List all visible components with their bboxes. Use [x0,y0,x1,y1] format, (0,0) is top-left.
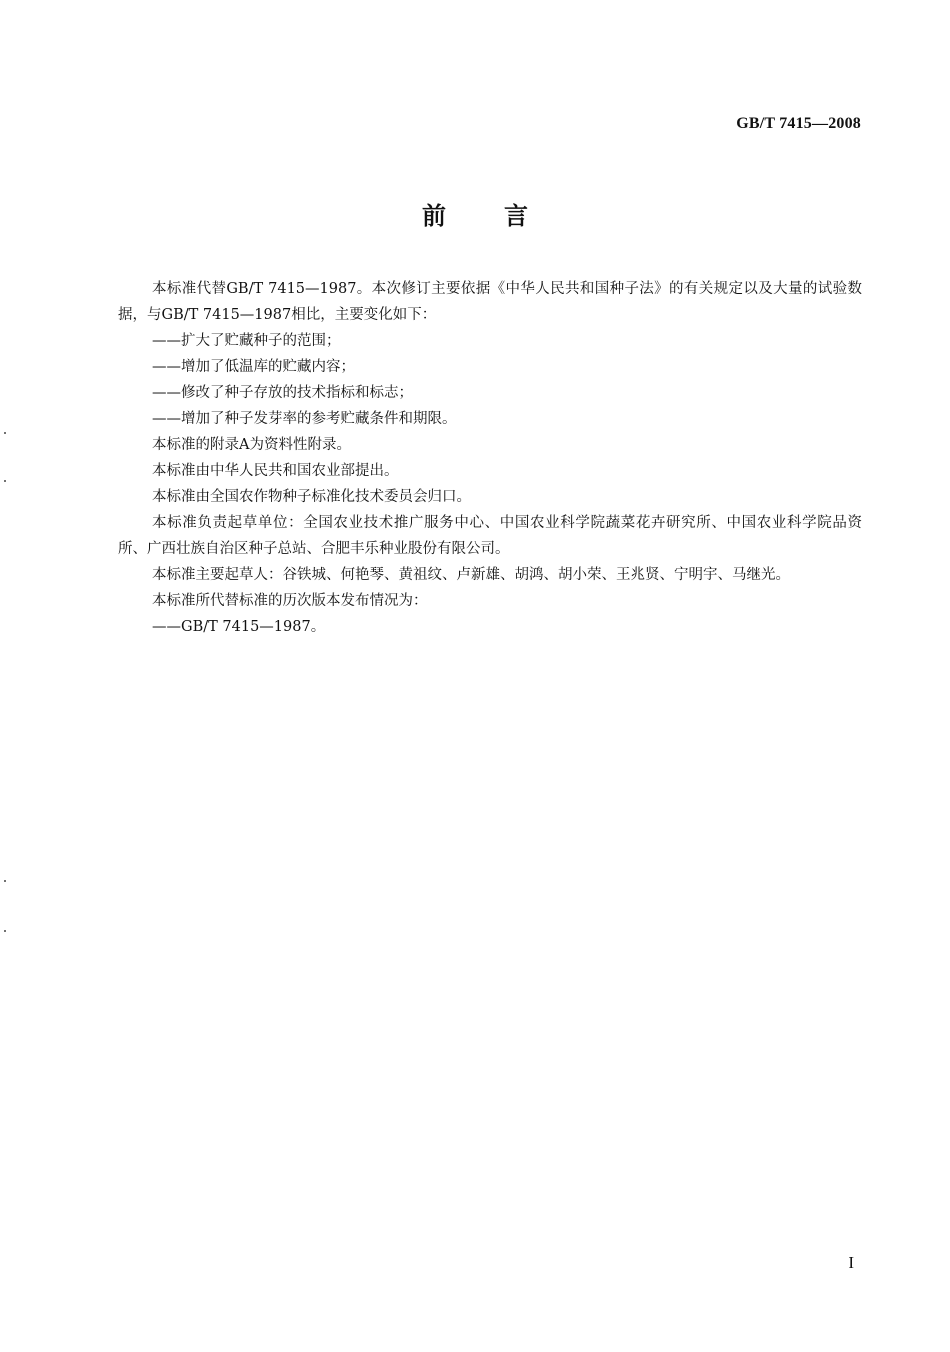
change-item: ——增加了低温库的贮藏内容； [152,359,355,375]
scan-speck [4,930,6,932]
proposer-note: 本标准由中华人民共和国农业部提出。 [152,463,399,479]
drafters: 本标准主要起草人：谷铁城、何艳琴、黄祖纹、卢新雄、胡鸿、胡小荣、王兆贤、宁明宇、马继光。 [152,567,790,583]
history-item: ——GB/T 7415—1987。 [152,619,326,635]
intro-paragraph: 本标准代替GB/T 7415—1987。本次修订主要依据《中华人民共和国种子法》的有关规定以及大量的试验数据，与GB/T 7415—1987相比，主要变化如下： [118,281,862,323]
scan-speck [4,480,6,482]
page-title: 前言 [422,202,586,230]
appendix-note: 本标准的附录A为资料性附录。 [152,437,351,453]
scan-speck [4,432,6,434]
document-id: GB/T 7415—2008 [736,115,861,132]
page-number: I [848,1253,854,1272]
change-item: ——扩大了贮藏种子的范围； [152,333,341,349]
scan-speck [4,880,6,882]
drafting-units: 本标准负责起草单位：全国农业技术推广服务中心、中国农业科学院蔬菜花卉研究所、中国农业科学院品资所、广西壮族自治区种子总站、合肥丰乐种业股份有限公司。 [118,515,862,557]
history-heading: 本标准所代替标准的历次版本发布情况为： [152,593,428,609]
committee-note: 本标准由全国农作物种子标准化技术委员会归口。 [152,489,471,505]
change-item: ——增加了种子发芽率的参考贮藏条件和期限。 [152,411,457,427]
change-item: ——修改了种子存放的技术指标和标志； [152,385,413,401]
preface-body [118,276,862,640]
